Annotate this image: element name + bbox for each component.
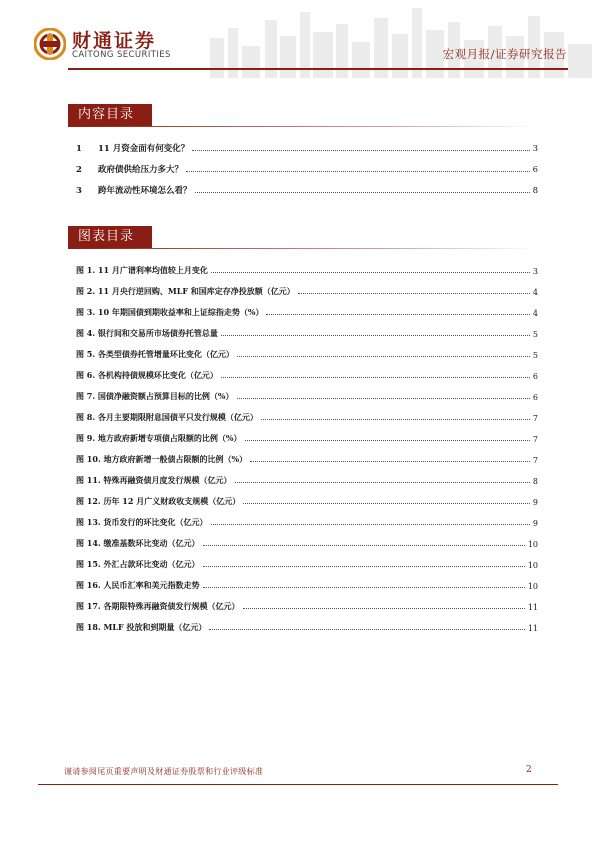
page-header (0, 0, 595, 90)
figure-page: 11 (527, 624, 538, 633)
contents-heading (68, 104, 560, 126)
caitong-logo-icon (34, 28, 66, 60)
figure-page: 10 (527, 561, 538, 570)
header-divider (68, 68, 568, 70)
figure-page: 6 (532, 372, 538, 381)
figure-page: 8 (532, 477, 538, 486)
figure-leader-dots (237, 355, 530, 357)
figure-list-item[interactable] (76, 619, 538, 633)
figure-title: 图 11. 特殊再融资债月度发行规模（亿元） (76, 475, 232, 485)
figure-list-item[interactable] (76, 451, 538, 465)
figure-list-item[interactable] (76, 346, 538, 360)
figure-page: 10 (527, 582, 538, 591)
footer-divider (38, 784, 558, 785)
figure-list-item[interactable] (76, 535, 538, 549)
figure-leader-dots (221, 376, 530, 378)
figure-leader-dots (211, 523, 530, 525)
figure-leader-dots (211, 271, 530, 273)
figure-title: 图 12. 历年 12 月广义财政收支规模（亿元） (76, 496, 241, 506)
toc-item-page: 6 (532, 165, 538, 175)
figure-list-item[interactable] (76, 388, 538, 402)
figure-leader-dots (298, 292, 530, 294)
toc-leader-dots (195, 191, 530, 193)
toc-leader-dots (192, 149, 529, 151)
figures-title: 图表目录 (68, 226, 152, 248)
figure-list-item[interactable] (76, 409, 538, 423)
figure-page: 4 (532, 309, 538, 318)
figure-leader-dots (209, 628, 524, 630)
figure-list-item[interactable] (76, 472, 538, 486)
figure-page: 9 (532, 519, 538, 528)
figure-page: 9 (532, 498, 538, 507)
figure-title: 图 2. 11 月央行逆回购、MLF 和国库定存净投放额（亿元） (76, 286, 295, 296)
figure-page: 7 (532, 435, 538, 444)
figure-page: 11 (527, 603, 538, 612)
toc-item-number: 3 (76, 186, 82, 196)
figure-list-item[interactable] (76, 304, 538, 318)
figure-page: 3 (532, 267, 538, 276)
figure-title: 图 17. 各期限特殊再融资债发行规模（亿元） (76, 601, 240, 611)
figure-leader-dots (221, 334, 530, 336)
toc-item-title: 政府债供给压力多大？ (98, 165, 184, 175)
figure-list-item[interactable] (76, 493, 538, 507)
figure-list-item[interactable] (76, 367, 538, 381)
toc-item[interactable] (76, 140, 538, 154)
figure-title: 图 15. 外汇占款环比变动（亿元） (76, 559, 200, 569)
figure-list-item[interactable] (76, 577, 538, 591)
figure-title: 图 1. 11 月广谱利率均值较上月变化 (76, 265, 208, 275)
figure-title: 图 7. 国债净融资额占预算目标的比例（%） (76, 391, 234, 401)
figure-list-item[interactable] (76, 556, 538, 570)
logo-name-en: CAITONG SECURITIES (72, 50, 171, 60)
footer-disclaimer: 谨请参阅尾页重要声明及财通证券股票和行业评级标准 (64, 767, 264, 776)
figures-heading-rule (68, 248, 538, 249)
figure-page: 6 (532, 393, 538, 402)
figure-page: 5 (532, 330, 538, 339)
toc-item-title: 11 月资金面有何变化？ (98, 144, 190, 154)
toc-leader-dots (186, 170, 530, 172)
contents-heading-rule (68, 126, 538, 127)
figure-leader-dots (203, 565, 525, 567)
figure-leader-dots (203, 586, 525, 588)
page-number: 2 (526, 765, 532, 775)
figure-title: 图 10. 地方政府新增一般债占限额的比例（%） (76, 454, 248, 464)
toc-item-number: 2 (76, 165, 82, 175)
figure-leader-dots (243, 502, 530, 504)
toc-item-title: 跨年流动性环境怎么看？ (98, 186, 192, 196)
figure-leader-dots (237, 397, 530, 399)
figure-title: 图 9. 地方政府新增专项债占限额的比例（%） (76, 433, 242, 443)
figure-title: 图 4. 银行间和交易所市场债券托管总量 (76, 328, 218, 338)
toc-item[interactable] (76, 182, 538, 196)
toc-item-number: 1 (76, 144, 82, 154)
figure-leader-dots (250, 460, 530, 462)
figure-list-item[interactable] (76, 262, 538, 276)
figure-list-item[interactable] (76, 325, 538, 339)
figure-leader-dots (266, 313, 529, 315)
toc-item-page: 3 (532, 144, 538, 154)
figure-title: 图 8. 各月主要期限附息国债平只发行规模（亿元） (76, 412, 258, 422)
toc-item-page: 8 (532, 186, 538, 196)
figure-list-item[interactable] (76, 430, 538, 444)
figure-title: 图 6. 各机构持债规模环比变化（亿元） (76, 370, 218, 380)
figure-page: 5 (532, 351, 538, 360)
figure-leader-dots (203, 544, 525, 546)
figure-title: 图 5. 各类型债券托管增量环比变化（亿元） (76, 349, 234, 359)
figure-title: 图 13. 货币发行的环比变化（亿元） (76, 517, 208, 527)
figure-title: 图 14. 缴准基数环比变动（亿元） (76, 538, 200, 548)
figure-leader-dots (243, 607, 525, 609)
toc-item[interactable] (76, 161, 538, 175)
contents-title: 内容目录 (68, 104, 152, 126)
figure-leader-dots (245, 439, 530, 441)
logo-name-cn: 财通证券 (72, 30, 157, 52)
figure-list-item[interactable] (76, 598, 538, 612)
figures-heading (68, 226, 560, 248)
figure-page: 10 (527, 540, 538, 549)
figure-page: 7 (532, 456, 538, 465)
figure-leader-dots (235, 481, 530, 483)
figure-title: 图 16. 人民币汇率和美元指数走势 (76, 580, 200, 590)
figure-leader-dots (261, 418, 530, 420)
report-type: 宏观月报/证券研究报告 (442, 47, 567, 61)
figure-list-item[interactable] (76, 514, 538, 528)
figure-list-item[interactable] (76, 283, 538, 297)
figure-page: 4 (532, 288, 538, 297)
figure-title: 图 18. MLF 投放和到期量（亿元） (76, 622, 207, 632)
figure-title: 图 3. 10 年期国债到期收益率和上证综指走势（%） (76, 307, 264, 317)
figure-page: 7 (532, 414, 538, 423)
